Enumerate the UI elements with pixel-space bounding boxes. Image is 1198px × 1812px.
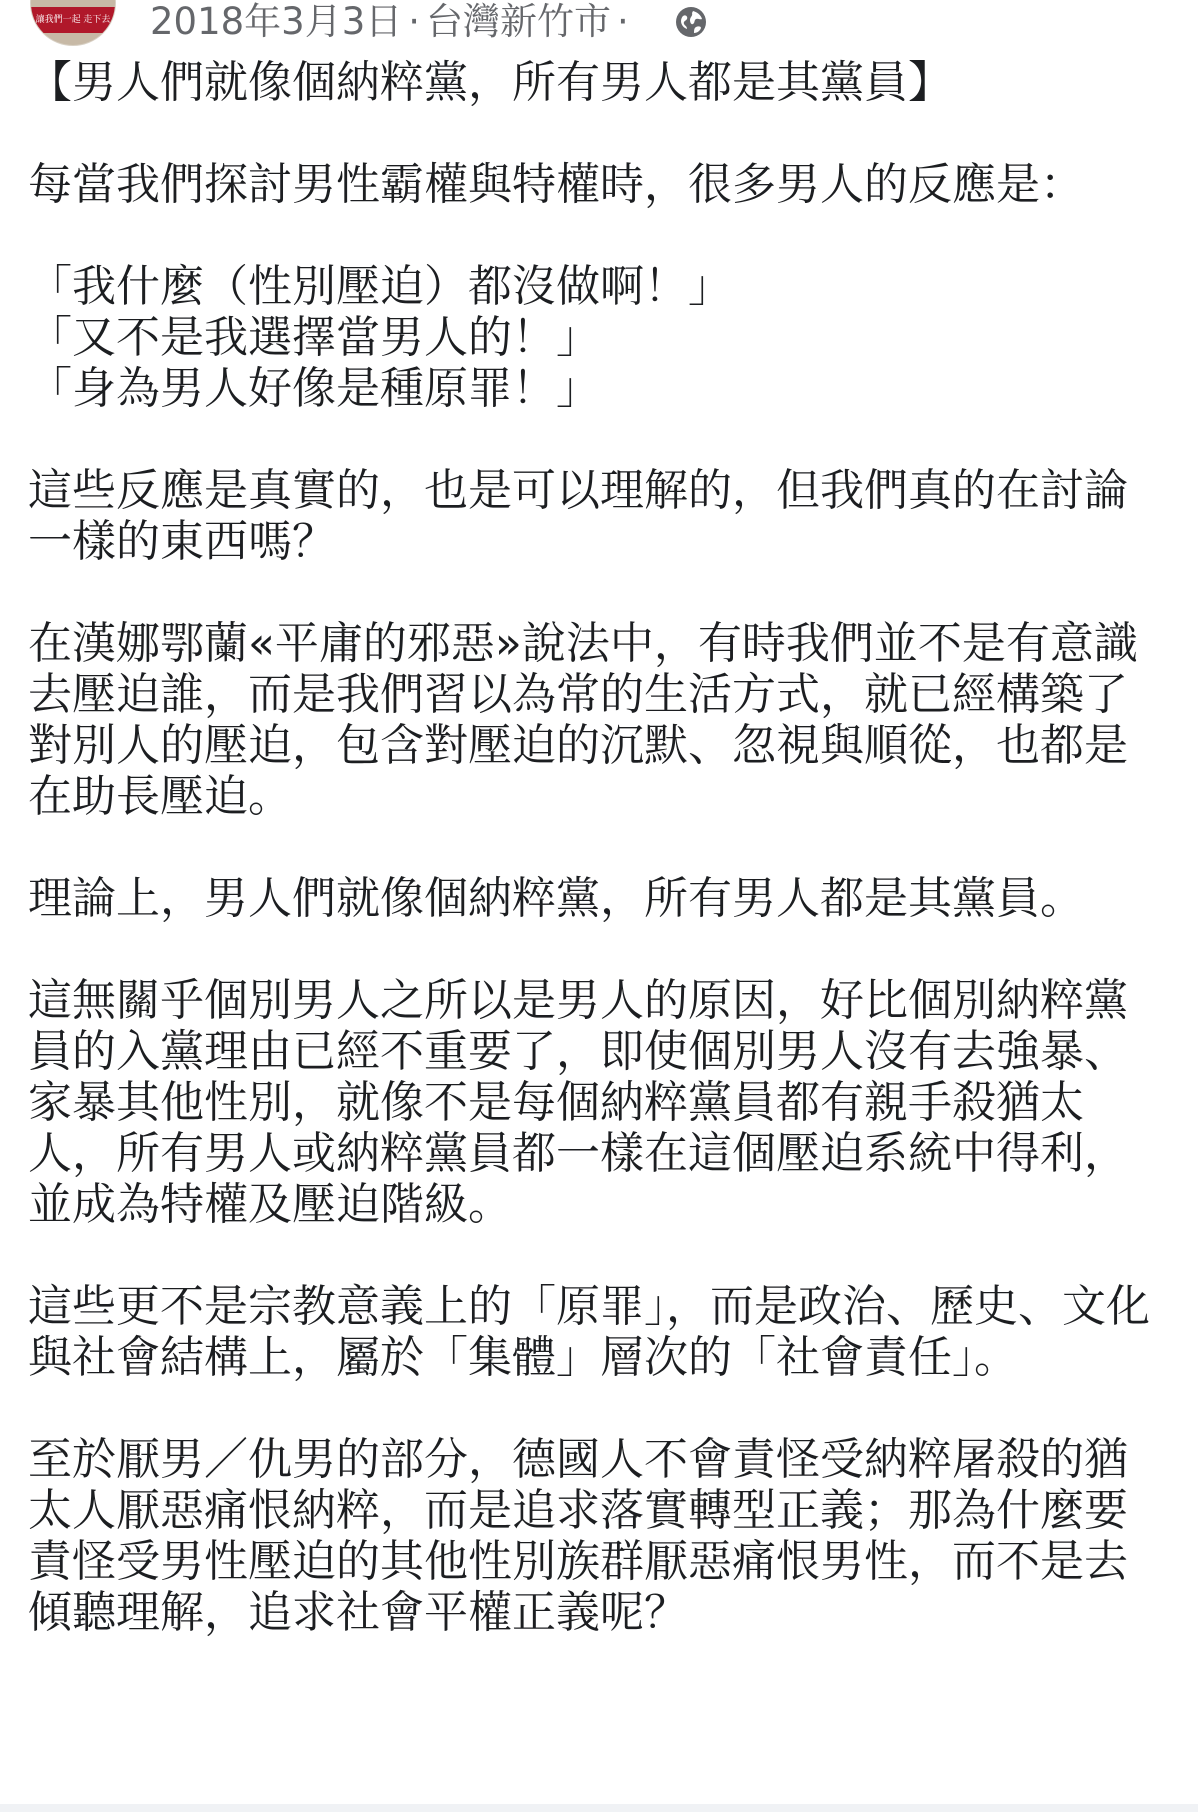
- avatar-banner: 讓我們一起 走下去: [31, 7, 115, 33]
- post-paragraph: 這無關乎個別男人之所以是男人的原因，好比個別納粹黨員的入黨理由已經不重要了，即使個別男人沒有去強暴、家暴其他性別，就像不是每個納粹黨員都有親手殺猶太人，所有男人或納粹黨員都一樣在這個壓迫系統中得利，並成為特權及壓迫階級。: [28, 975, 1128, 1230]
- post-meta: [150, 0, 635, 44]
- post-body: [28, 57, 1168, 1638]
- meta-separator: ·: [617, 0, 629, 43]
- meta-separator: ·: [408, 0, 421, 43]
- post-header: [0, 0, 1198, 54]
- post-paragraph: 在漢娜鄂蘭«平庸的邪惡»說法中，有時我們並不是有意識去壓迫誰，而是我們習以為常的生活方式，就已經構築了對別人的壓迫，包含對壓迫的沉默、忽視與順從，也都是在助長壓迫。: [28, 618, 1138, 822]
- post-paragraph: 至於厭男／仇男的部分，德國人不會責怪受納粹屠殺的猶太人厭惡痛恨納粹，而是追求落實轉型正義；那為什麼要責怪受男性壓迫的其他性別族群厭惡痛恨男性，而不是去傾聽理解，追求社會平權正義呢？: [28, 1434, 1128, 1638]
- post-location[interactable]: 台灣新竹市: [426, 0, 612, 43]
- post-paragraph: 每當我們探討男性霸權與特權時，很多男人的反應是：: [28, 159, 1084, 210]
- avatar[interactable]: [30, 0, 116, 46]
- bottom-divider: [0, 1804, 1198, 1812]
- globe-icon[interactable]: [674, 5, 708, 39]
- post-paragraph: 這些更不是宗教意義上的「原罪」，而是政治、歷史、文化與社會結構上，屬於「集體」層次的「社會責任」。: [28, 1281, 1150, 1383]
- post-quotes: 「我什麼（性別壓迫）都沒做啊！」 「又不是我選擇當男人的！」 「身為男人好像是種原罪！」: [28, 261, 732, 414]
- post-title: 【男人們就像個納粹黨，所有男人都是其黨員】: [28, 57, 952, 108]
- post-paragraph: 理論上，男人們就像個納粹黨，所有男人都是其黨員。: [28, 873, 1084, 924]
- post-paragraph: 這些反應是真實的，也是可以理解的，但我們真的在討論一樣的東西嗎？: [28, 465, 1128, 567]
- post-date[interactable]: 2018年3月3日: [150, 0, 403, 43]
